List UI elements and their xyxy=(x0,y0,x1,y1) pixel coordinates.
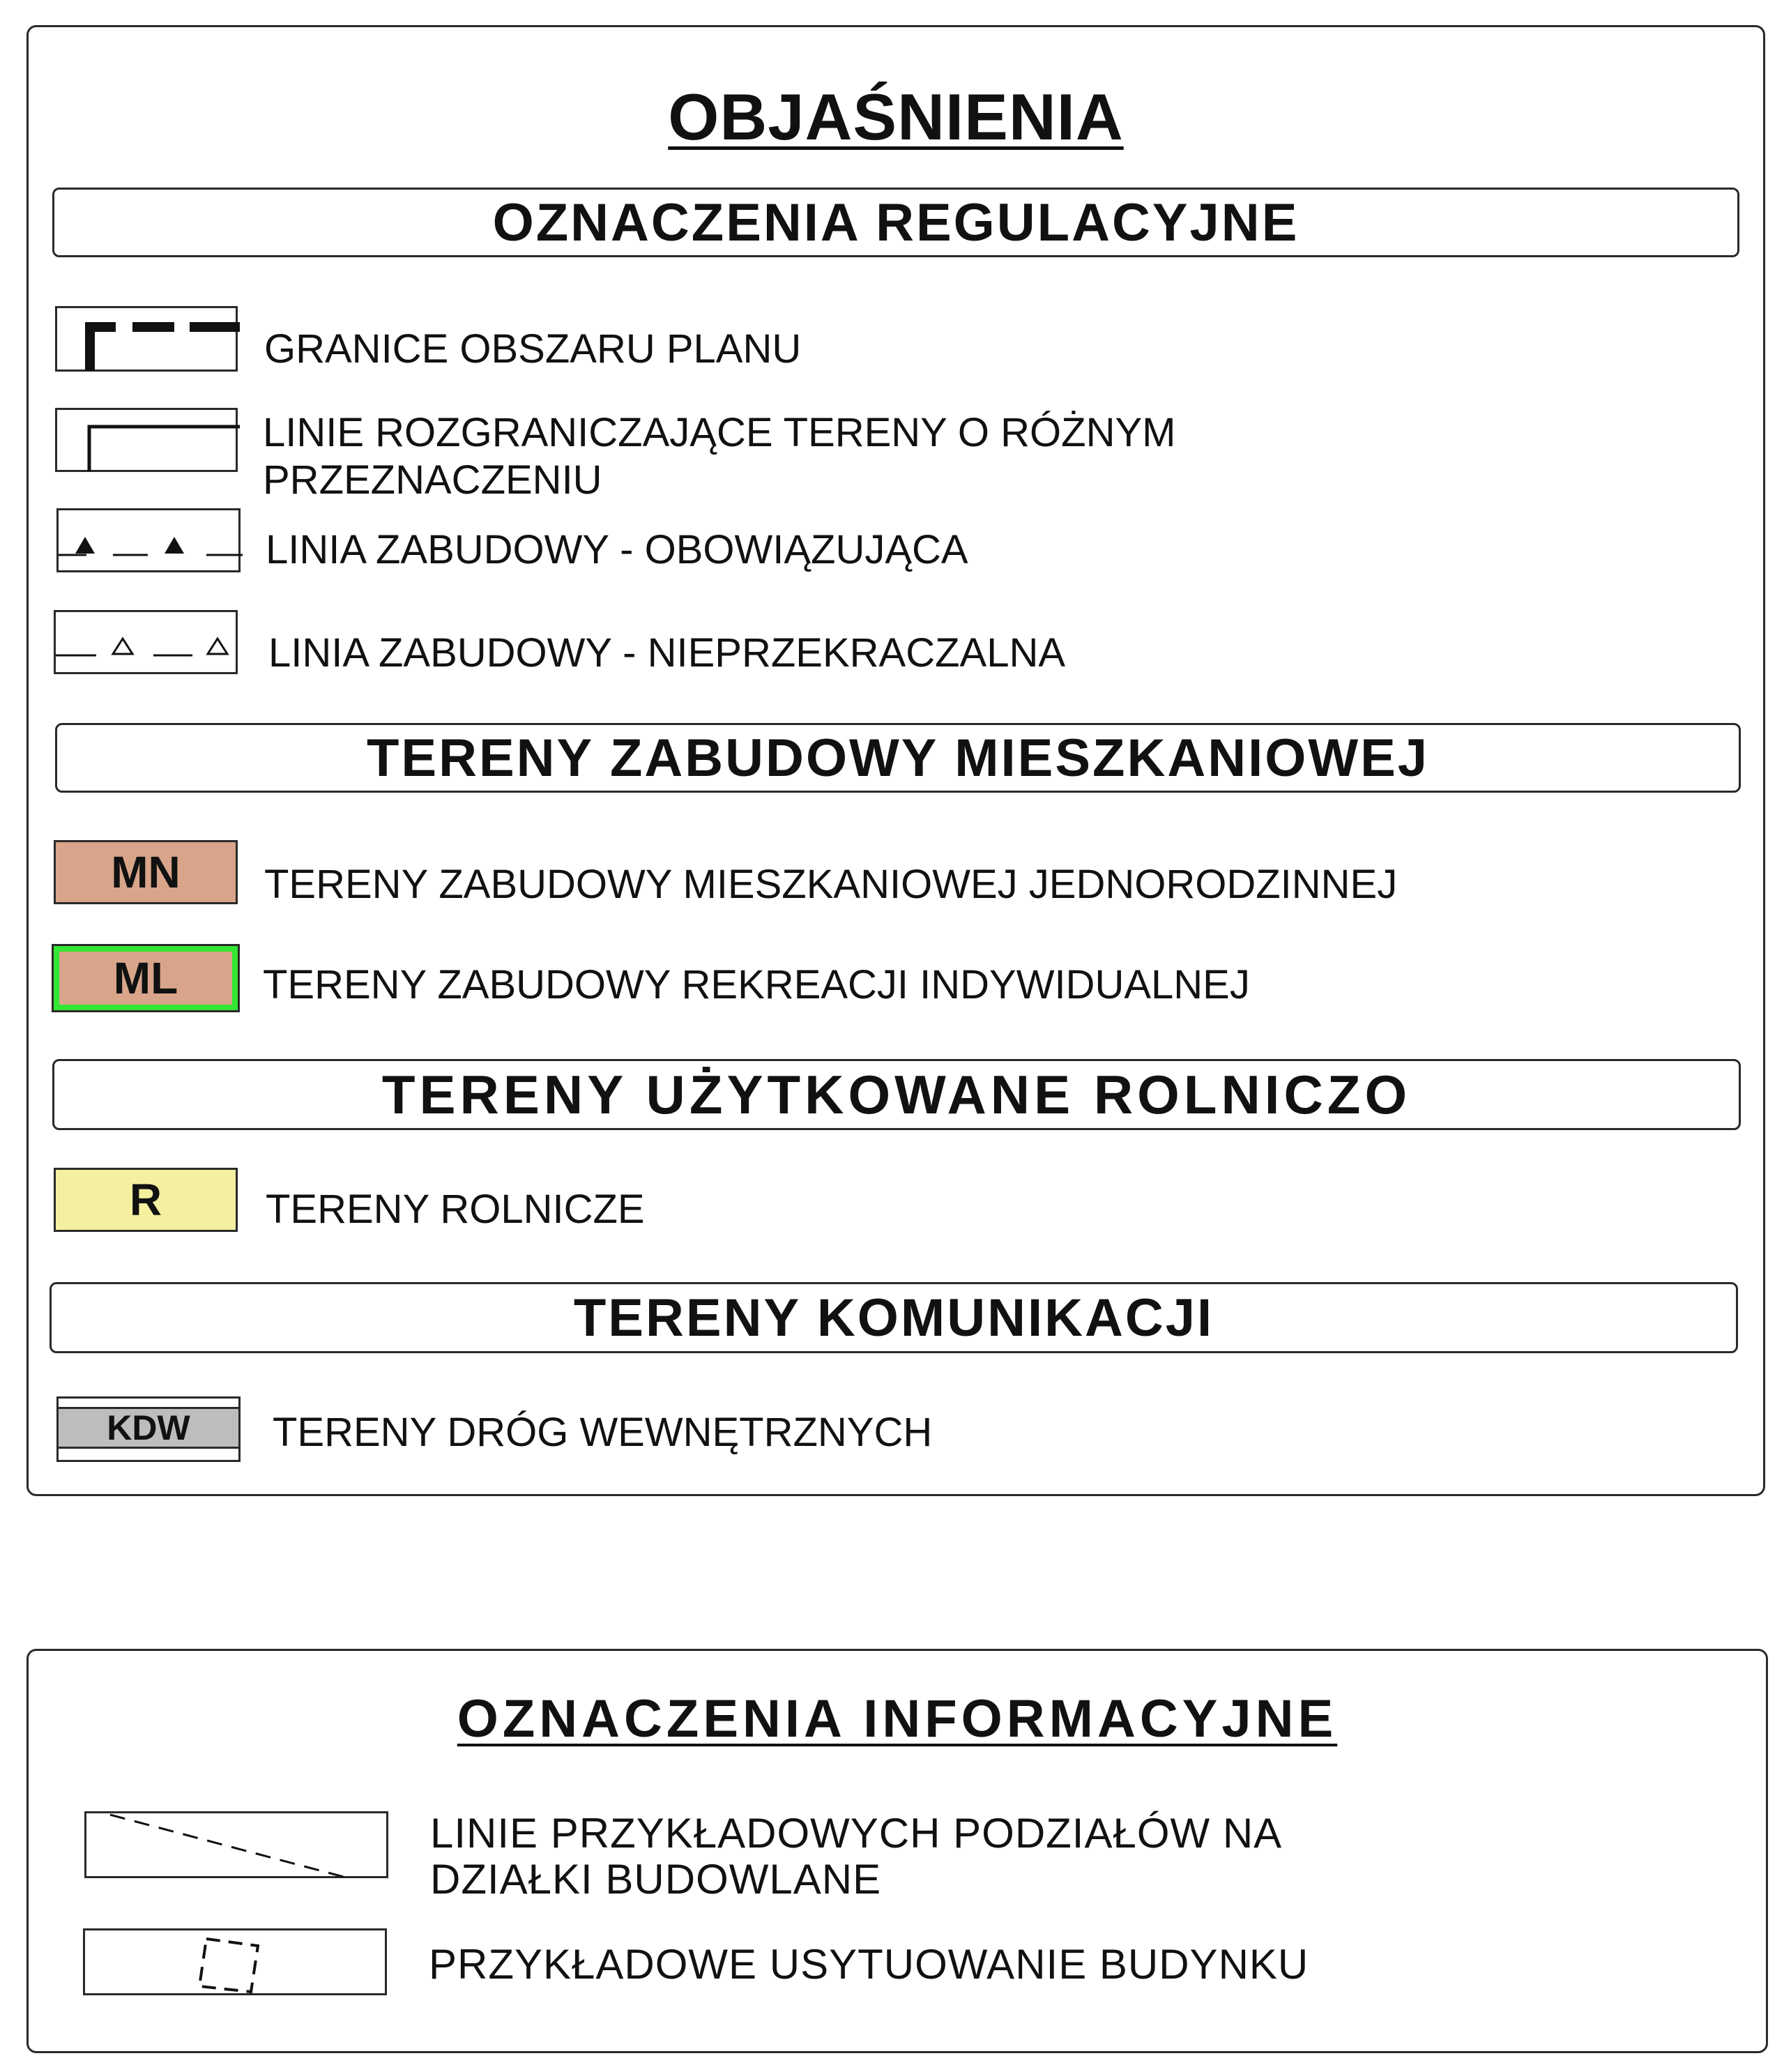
legend-item-label: TERENY ROLNICZE xyxy=(266,1187,645,1232)
legend-item-label: LINIA ZABUDOWY - OBOWIĄZUJĄCA xyxy=(266,527,968,572)
legend-item-label-line2: PRZEZNACZENIU xyxy=(263,457,602,503)
info-item-label-line1: LINIE PRZYKŁADOWYCH PODZIAŁÓW NA xyxy=(430,1810,1283,1857)
info-item-label: PRZYKŁADOWE USYTUOWANIE BUDYNKU xyxy=(429,1941,1309,1988)
section-heading-regulatory xyxy=(52,188,1739,257)
mandatory-building-line-icon xyxy=(56,508,241,572)
section-heading-agricultural xyxy=(52,1059,1741,1130)
legend-item-label: TERENY ZABUDOWY MIESZKANIOWEJ JEDNORODZINNEJ xyxy=(264,862,1398,907)
zone-code: KDW xyxy=(107,1408,190,1447)
zone-code: MN xyxy=(111,847,181,897)
zone-swatch-r xyxy=(54,1168,238,1232)
zone-swatch-mn xyxy=(54,840,238,904)
zone-code: R xyxy=(129,1175,162,1225)
legend-title: OBJAŚNIENIA xyxy=(668,80,1124,153)
section-heading-residential xyxy=(55,723,1741,793)
section-heading-label: TERENY UŻYTKOWANE ROLNICZO xyxy=(381,1063,1412,1125)
legend-item-label: GRANICE OBSZARU PLANU xyxy=(264,326,802,372)
zone-swatch-ml xyxy=(54,946,238,1010)
section-heading-transport xyxy=(49,1282,1738,1353)
info-title: OZNACZENIA INFORMACYJNE xyxy=(457,1689,1338,1749)
plan-boundary-icon xyxy=(55,306,238,372)
legend-item-label: TERENY DRÓG WEWNĘTRZNYCH xyxy=(273,1410,933,1455)
zone-swatch-kdw xyxy=(56,1396,241,1462)
section-heading-label: OZNACZENIA REGULACYJNE xyxy=(492,192,1300,252)
legend-item-label: TERENY ZABUDOWY REKREACJI INDYWIDUALNEJ xyxy=(263,962,1250,1007)
legend-item-label: LINIA ZABUDOWY - NIEPRZEKRACZALNA xyxy=(268,630,1066,676)
demarcation-line-icon xyxy=(55,408,238,472)
legend-item-label-line1: LINIE ROZGRANICZAJĄCE TERENY O RÓŻNYM xyxy=(263,410,1176,455)
example-building-location-icon xyxy=(83,1928,387,1995)
section-heading-label: TERENY ZABUDOWY MIESZKANIOWEJ xyxy=(366,728,1430,788)
legend-panel xyxy=(26,25,1765,1496)
nonexceedable-building-line-icon xyxy=(54,610,238,674)
example-plot-division-icon xyxy=(84,1811,388,1878)
section-heading-label: TERENY KOMUNIKACJI xyxy=(573,1288,1214,1348)
info-item-label-line2: DZIAŁKI BUDOWLANE xyxy=(430,1856,882,1903)
zone-code: ML xyxy=(113,953,178,1003)
info-panel xyxy=(26,1649,1768,2053)
